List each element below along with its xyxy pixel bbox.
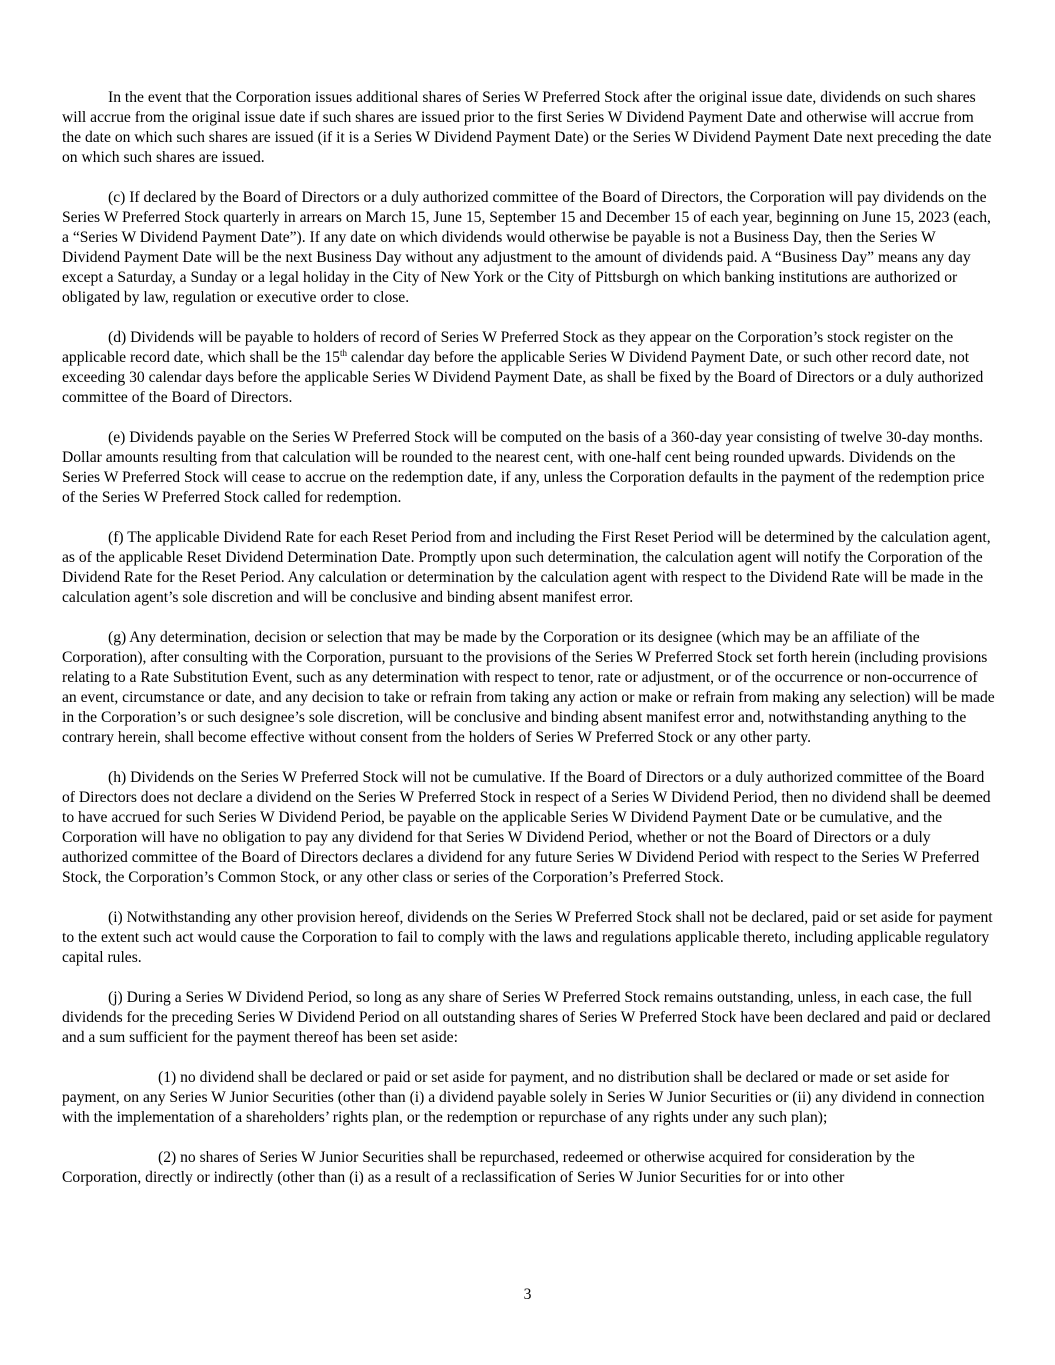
paragraph-intro: In the event that the Corporation issues additional shares of Series W Preferred Stock after the original issue date, dividends on such shares will accrue from the original issue date if such shares are issued prior to the first Series W Dividend Payment Date and otherwise will accrue from the date on which such shares are issued (if it is a Series W Dividend Payment Date) or the Series W Dividend Payment Date next preceding the date on which such shares are issued.: [62, 89, 992, 166]
paragraph-d: [62, 328, 996, 408]
page-number: 3: [523, 1286, 532, 1303]
paragraph-f: (f) The applicable Dividend Rate for each Reset Period from and including the First Reset Period will be determined by the calculation agent, as of the applicable Reset Dividend Determination Date. Promptly upon such determination, the calculation agent will notify the Corporation of the Dividend Rate for the Reset Period. Any calculation or determination by the calculation agent with respect to the Dividend Rate will be made in the calculation agent’s sole discretion and will be conclusive and binding absent manifest error.: [62, 529, 991, 606]
paragraph-d-text-1: (d) Dividends will be payable to holders of record of Series W Preferred Stock as they appear on the Corporation’s stock register on the applicable record date, which shall be the 15: [62, 329, 954, 366]
paragraph-j: (j) During a Series W Dividend Period, so long as any share of Series W Preferred Stock remains outstanding, unless, in each case, the full dividends for the preceding Series W Dividend Period on all outstanding shares of Series W Preferred Stock have been declared and paid or declared and a sum sufficient for the payment thereof has been set aside:: [62, 989, 991, 1046]
paragraph-e: (e) Dividends payable on the Series W Preferred Stock will be computed on the basis of a 360-day year consisting of twelve 30-day months. Dollar amounts resulting from that calculation will be rounded to the nearest cent, with one-half cent being rounded upwards. Dividends on the Series W Preferred Stock will cease to accrue on the redemption date, if any, unless the Corporation defaults in the payment of the redemption price of the Series W Preferred Stock called for redemption.: [62, 429, 985, 506]
paragraph-j-2: (2) no shares of Series W Junior Securities shall be repurchased, redeemed or otherwise acquired for consideration by the Corporation, directly or indirectly (other than (i) as a result of a reclassification of Series W Junior Securities for or into other: [62, 1149, 915, 1186]
paragraph-i: (i) Notwithstanding any other provision hereof, dividends on the Series W Preferred Stock shall not be declared, paid or set aside for payment to the extent such act would cause the Corporation to fail to comply with the laws and regulations applicable thereto, including applicable regulatory capital rules.: [62, 909, 993, 966]
document-page: [62, 88, 996, 1208]
paragraph-c: (c) If declared by the Board of Directors or a duly authorized committee of the Board of Directors, the Corporation will pay dividends on the Series W Preferred Stock quarterly in arrears on March 15, June 15, September 15 and December 15 of each year, beginning on June 15, 2023 (each, a “Series W Dividend Payment Date”). If any date on which dividends would otherwise be payable is not a Business Day, then the Series W Dividend Payment Date will be the next Business Day without any adjustment to the amount of dividends paid. A “Business Day” means any day except a Saturday, a Sunday or a legal holiday in the City of New York or the City of Pittsburgh on which banking institutions are authorized or obligated by law, regulation or executive order to close.: [62, 189, 991, 306]
paragraph-d-text-2: calendar day before the applicable Series W Dividend Payment Date, or such other record date, not exceeding 30 calendar days before the applicable Series W Dividend Payment Date, as shall be fixed by the Board of Directors or a duly authorized committee of the Board of Directors.: [62, 349, 984, 406]
paragraph-g: (g) Any determination, decision or selection that may be made by the Corporation or its designee (which may be an affiliate of the Corporation), after consulting with the Corporation, pursuant to the provisions of the Series W Preferred Stock set forth herein (including provisions relating to a Rate Substitution Event, such as any determination with respect to tenor, rate or adjustment, or of the occurrence or non-occurrence of an event, circumstance or date, and any decision to take or refrain from taking any action or make or refrain from making any selection) will be made in the Corporation’s or such designee’s sole discretion, will be conclusive and binding absent manifest error and, notwithstanding anything to the contrary herein, shall become effective without consent from the holders of Series W Preferred Stock or any other party.: [62, 629, 995, 746]
paragraph-j-1: (1) no dividend shall be declared or paid or set aside for payment, and no distribution shall be declared or made or set aside for payment, on any Series W Junior Securities (other than (i) a dividend payable solely in Series W Junior Securities or (ii) any dividend in connection with the implementation of a shareholders’ rights plan, or the redemption or repurchase of any rights under any such plan);: [62, 1069, 985, 1126]
paragraph-h: (h) Dividends on the Series W Preferred Stock will not be cumulative. If the Board of Directors or a duly authorized committee of the Board of Directors does not declare a dividend on the Series W Preferred Stock in respect of a Series W Dividend Period, then no dividend shall be deemed to have accrued for such Series W Dividend Period, be payable on the applicable Series W Dividend Payment Date or be cumulative, and the Corporation will have no obligation to pay any dividend for that Series W Dividend Period, whether or not the Board of Directors or a duly authorized committee of the Board of Directors declares a dividend for any future Series W Dividend Period with respect to the Series W Preferred Stock, the Corporation’s Common Stock, or any other class or series of the Corporation’s Preferred Stock.: [62, 769, 991, 886]
ordinal-suffix: th: [339, 347, 347, 358]
